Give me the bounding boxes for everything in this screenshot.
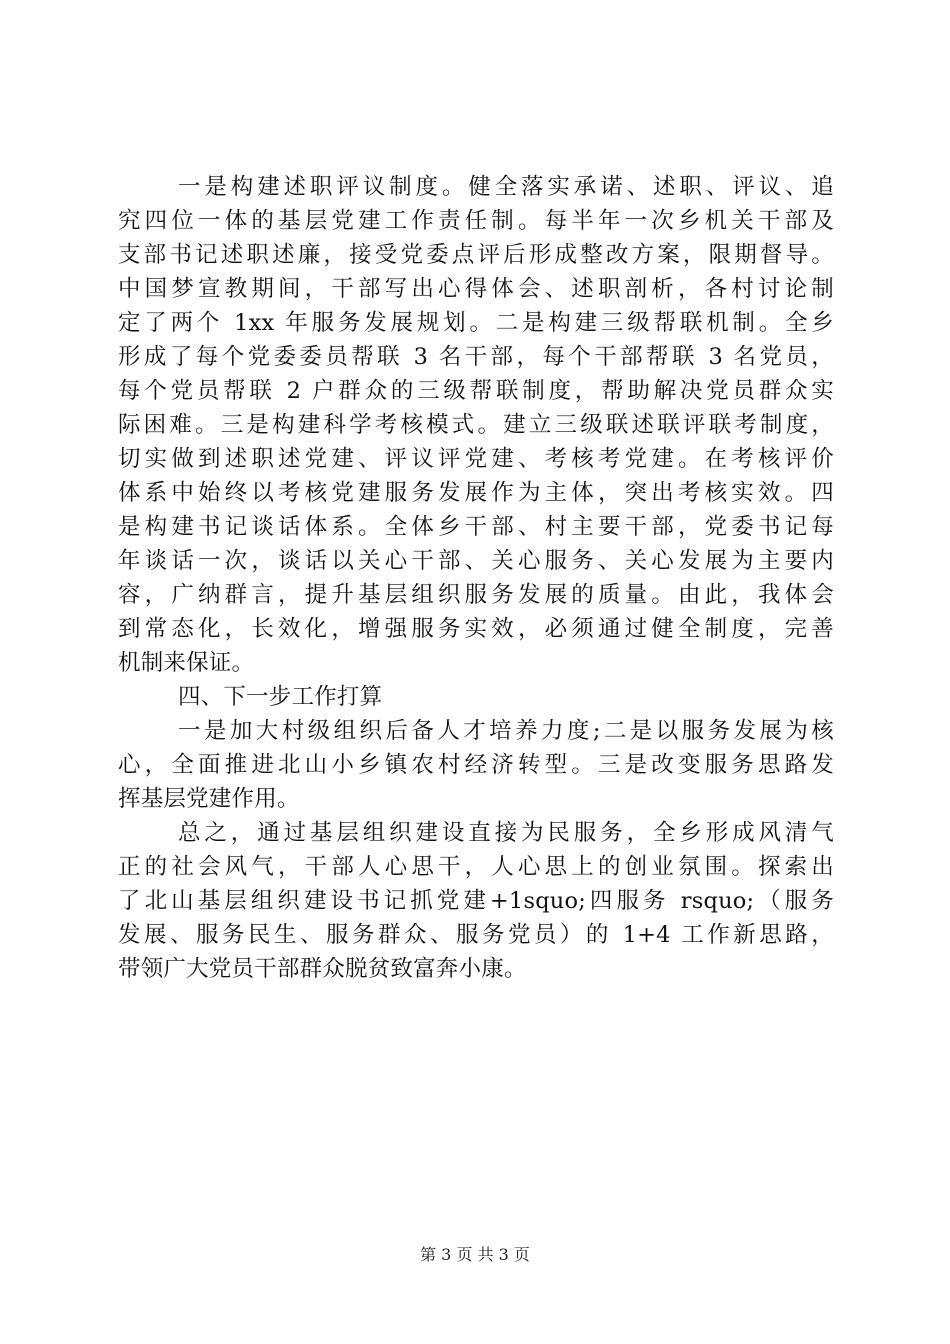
text-line: 体系中始终以考核党建服务发展作为主体，突出考核实效。四	[118, 480, 834, 506]
text-line: 是构建书记谈话体系。全体乡干部、村主要干部，党委书记每	[118, 514, 834, 540]
document-body	[118, 170, 834, 986]
text-line: 中国梦宣教期间，干部写出心得体会、述职剖析，各村讨论制	[118, 276, 834, 302]
text-line: 究四位一体的基层党建工作责任制。每半年一次乡机关干部及	[118, 208, 834, 234]
text-line: 正的社会风气，干部人心思干，人心思上的创业氛围。探索出	[118, 854, 834, 880]
text-line: 每个党员帮联 2 户群众的三级帮联制度，帮助解决党员群众实	[118, 378, 834, 404]
text-line: 了北山基层组织建设书记抓党建+1squo;四服务 rsquo;（服务	[118, 888, 834, 914]
text-line: 定了两个 1xx 年服务发展规划。二是构建三级帮联机制。全乡	[118, 310, 834, 336]
text-line: 切实做到述职述党建、评议评党建、考核考党建。在考核评价	[118, 446, 834, 472]
text-line: 际困难。三是构建科学考核模式。建立三级联述联评联考制度，	[118, 412, 834, 438]
text-line: 机制来保证。	[118, 650, 255, 676]
page-footer: 第 3 页 共 3 页	[420, 1245, 530, 1264]
text-line: 一是加大村级组织后备人才培养力度;二是以服务发展为核	[178, 718, 834, 744]
text-line: 一是构建述职评议制度。健全落实承诺、述职、评议、追	[178, 174, 834, 200]
text-line: 到常态化，长效化，增强服务实效，必须通过健全制度，完善	[118, 616, 834, 642]
text-line: 年谈话一次，谈话以关心干部、关心服务、关心发展为主要内	[118, 548, 834, 574]
text-line: 容，广纳群言，提升基层组织服务发展的质量。由此，我体会	[118, 582, 834, 608]
text-line: 带领广大党员干部群众脱贫致富奔小康。	[118, 956, 527, 982]
text-line: 总之，通过基层组织建设直接为民服务，全乡形成风清气	[178, 820, 834, 846]
text-line: 形成了每个党委委员帮联 3 名干部，每个干部帮联 3 名党员，	[118, 344, 834, 370]
text-line: 挥基层党建作用。	[118, 786, 300, 812]
text-line: 四、下一步工作打算	[178, 684, 383, 710]
text-line: 支部书记述职述廉，接受党委点评后形成整改方案，限期督导。	[118, 242, 834, 268]
text-line: 发展、服务民生、服务群众、服务党员）的 1+4 工作新思路，	[118, 922, 834, 948]
text-line: 心，全面推进北山小乡镇农村经济转型。三是改变服务思路发	[118, 752, 834, 778]
